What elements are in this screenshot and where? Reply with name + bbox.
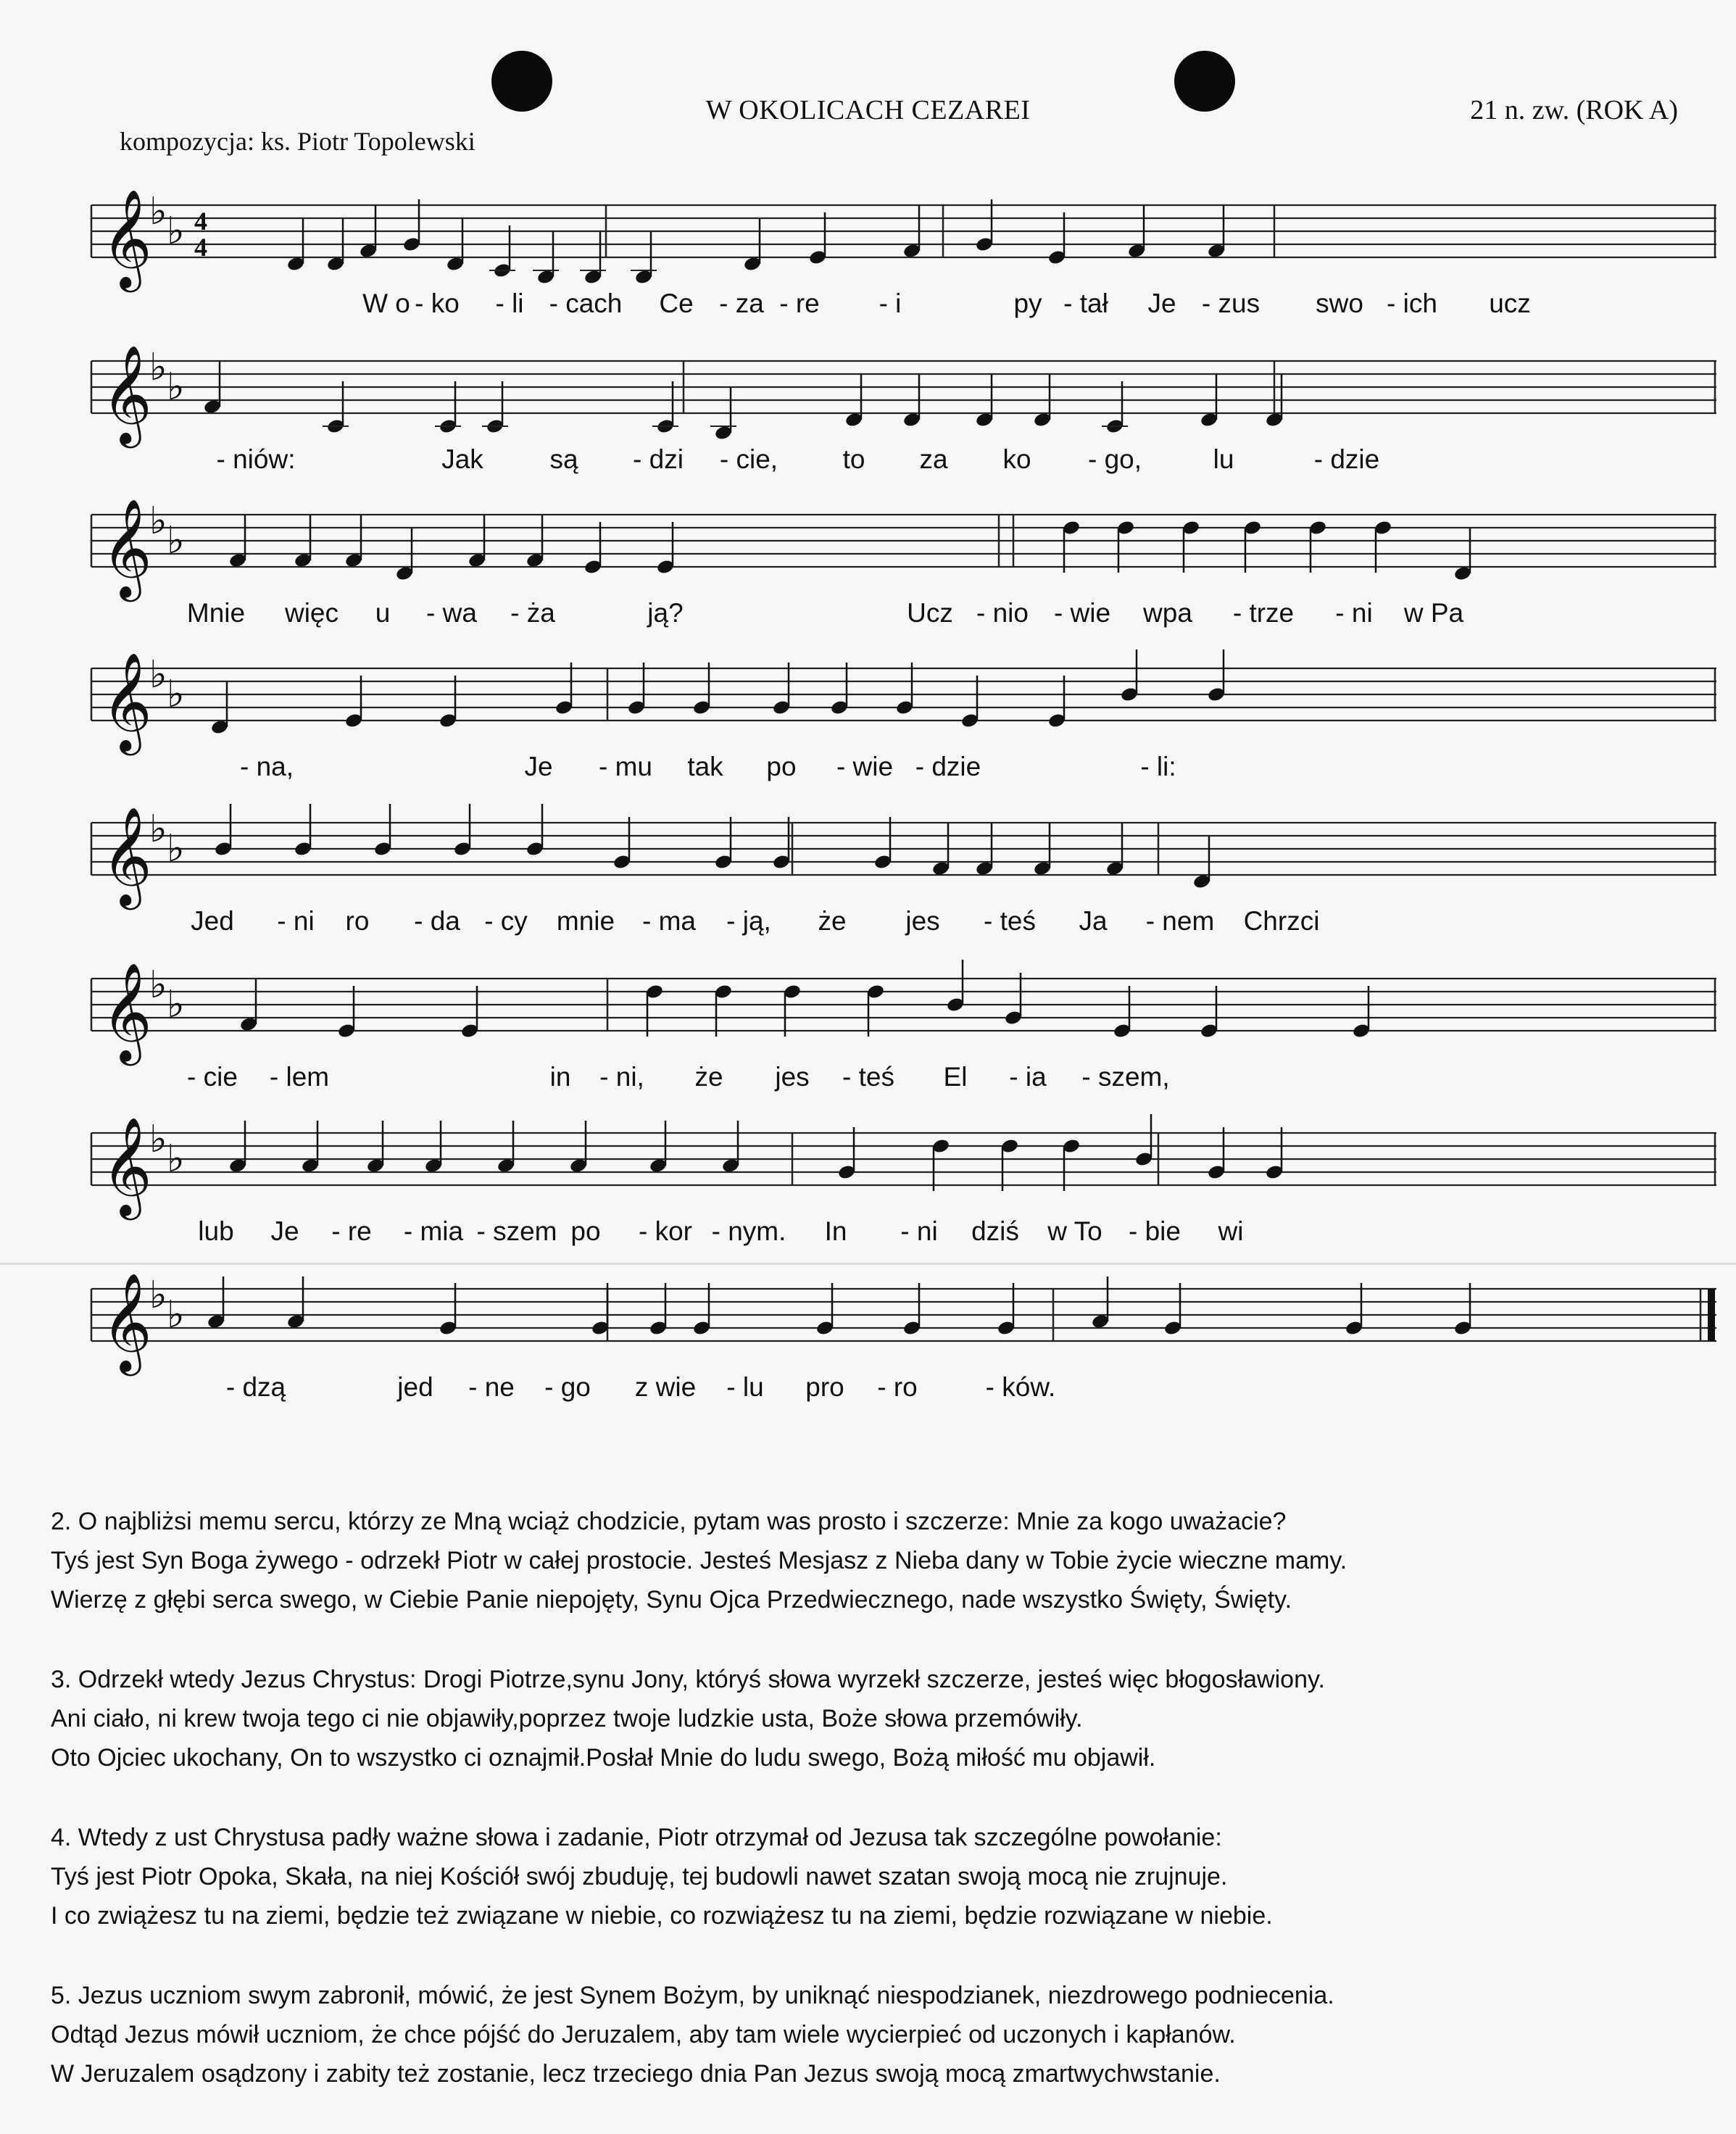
lyric-syllable: Ucz xyxy=(907,598,953,628)
lyric-syllable: to xyxy=(842,444,865,474)
flat-sign-icon: ♭ xyxy=(149,346,167,389)
lyric-syllable: tak xyxy=(687,752,723,781)
lyric-syllable: swo xyxy=(1316,288,1363,318)
lyric-syllable: - cie, xyxy=(719,444,778,474)
staff-svg xyxy=(86,639,1716,784)
lyric-syllable: - ni xyxy=(277,906,315,936)
staff-svg xyxy=(86,950,1716,1095)
lyric-syllable: in xyxy=(549,1062,571,1092)
flat-sign-icon: ♭ xyxy=(149,963,167,1007)
lyric-syllable: u xyxy=(375,598,391,628)
flat-sign-icon: ♭ xyxy=(167,519,185,562)
lyric-syllable: Mnie xyxy=(186,598,246,628)
verse-2 xyxy=(51,1502,1718,1619)
lyric-syllable: - ni xyxy=(1335,598,1373,628)
song-title: W OKOLICACH CEZAREI xyxy=(705,95,1031,125)
final-barline xyxy=(1708,1289,1715,1341)
lyric-syllable: - dzie xyxy=(1313,444,1380,474)
time-signature-bottom: 4 xyxy=(194,233,207,262)
flat-sign-icon: ♭ xyxy=(149,807,167,851)
lyric-syllable: - zus xyxy=(1201,288,1261,318)
lyric-syllable: lub xyxy=(198,1216,234,1246)
lyric-syllable: jed xyxy=(397,1372,433,1402)
lyric-syllable: ją? xyxy=(647,598,684,628)
lyric-syllable: po xyxy=(570,1216,601,1246)
lyric-syllable: - teś xyxy=(984,906,1036,936)
treble-clef-icon: 𝄞 xyxy=(101,805,152,905)
lyric-syllable: - li: xyxy=(1140,752,1176,781)
flat-sign-icon: ♭ xyxy=(149,1118,167,1161)
lyric-syllable: Chrzci xyxy=(1243,906,1320,936)
staff-svg xyxy=(86,794,1716,939)
lyric-syllable: że xyxy=(694,1062,723,1092)
lyric-syllable: - da xyxy=(414,906,460,936)
lyric-syllable: wpa xyxy=(1143,598,1192,628)
lyric-syllable: - dzi xyxy=(633,444,684,474)
lyric-syllable: - trze xyxy=(1232,598,1295,628)
lyric-syllable: Jed xyxy=(191,906,234,936)
lyric-syllable: - dzą xyxy=(225,1372,286,1402)
lyric-syllable: są xyxy=(549,444,578,474)
treble-clef-icon: 𝄞 xyxy=(101,961,152,1061)
lyric-syllable: - lem xyxy=(269,1062,330,1092)
lyric-syllable: - ko xyxy=(415,288,460,318)
lyric-syllable: - wie xyxy=(1053,598,1111,628)
staff-system-5 xyxy=(86,794,1716,939)
liturgical-occasion: 21 n. zw. (ROK A) xyxy=(1470,95,1678,125)
verse-line: Oto Ojciec ukochany, On to wszystko ci oznajmił.Posłał Mnie do ludu swego, Bożą miłość mu objawił. xyxy=(51,1744,1156,1772)
lyric-syllable: jes xyxy=(905,906,940,936)
time-signature-top: 4 xyxy=(194,207,207,236)
verse-line: Ani ciało, ni krew twoja tego ci nie objawiły,poprzez twoje ludzkie usta, Boże słowa przemówiły. xyxy=(51,1705,1083,1732)
lyric-syllable: więc xyxy=(284,598,339,628)
lyric-syllable: pro xyxy=(805,1372,844,1402)
lyric-syllable: ro xyxy=(345,906,370,936)
lyric-syllable: - ni, xyxy=(599,1062,644,1092)
verse-3 xyxy=(51,1660,1718,1777)
lyric-syllable: - nem xyxy=(1145,906,1215,936)
lyric-syllable: - i xyxy=(879,288,902,318)
lyric-syllable: - go, xyxy=(1087,444,1142,474)
verse-line: 3. Odrzekł wtedy Jezus Chrystus: Drogi Piotrze,synu Jony, któryś słowa wyrzekł szczerze, jesteś więc błogosławiony. xyxy=(51,1666,1325,1693)
lyric-syllable: mnie xyxy=(556,906,615,936)
lyric-syllable: - ża xyxy=(510,598,555,628)
paper-fold-line xyxy=(0,1263,1736,1265)
lyric-syllable: - mu xyxy=(599,752,652,781)
lyric-syllable: Ja xyxy=(1079,906,1108,936)
lyric-syllable: - ma xyxy=(642,906,696,936)
lyric-syllable: - kor xyxy=(639,1216,692,1246)
lyric-syllable: - li xyxy=(495,288,524,318)
lyric-syllable: - lu xyxy=(726,1372,764,1402)
staff-system-7 xyxy=(86,1104,1716,1249)
lyric-syllable: - szem xyxy=(476,1216,557,1246)
lyric-syllable: Je xyxy=(1147,288,1176,318)
lyric-syllable: za xyxy=(919,444,948,474)
lyric-syllable: - cach xyxy=(549,288,623,318)
treble-clef-icon: 𝄞 xyxy=(101,188,152,288)
lyric-syllable: Je xyxy=(270,1216,299,1246)
verse-line: I co zwiążesz tu na ziemi, będzie też związane w niebie, co rozwiążesz tu na ziemi, będzie rozwiązane w niebie. xyxy=(51,1902,1273,1930)
lyric-syllable: - nio xyxy=(976,598,1029,628)
verse-line: Tyś jest Syn Boga żywego - odrzekł Piotr w całej prostocie. Jesteś Mesjasz z Nieba dany w Tobie życie wieczne mamy. xyxy=(51,1547,1347,1574)
lyric-syllable: po xyxy=(766,752,797,781)
staff-system-1 xyxy=(86,176,1716,321)
staff-system-8 xyxy=(86,1260,1716,1405)
lyric-syllable: - mia xyxy=(403,1216,464,1246)
lyric-syllable: z wie xyxy=(634,1372,697,1402)
flat-sign-icon: ♭ xyxy=(167,673,185,716)
lyric-syllable: - bie xyxy=(1129,1216,1181,1246)
flat-sign-icon: ♭ xyxy=(167,365,185,409)
lyric-syllable: - cy xyxy=(484,906,528,936)
staff-system-2 xyxy=(86,332,1716,477)
flat-sign-icon: ♭ xyxy=(167,983,185,1026)
lyric-syllable: - niów: xyxy=(216,444,296,474)
flat-sign-icon: ♭ xyxy=(167,827,185,871)
composer-credit: kompozycja: ks. Piotr Topolewski xyxy=(120,127,475,156)
lyric-syllable: w Pa xyxy=(1403,598,1464,628)
staff-system-4 xyxy=(86,639,1716,784)
lyric-syllable: - ich xyxy=(1387,288,1437,318)
lyric-syllable: - go xyxy=(544,1372,591,1402)
treble-clef-icon: 𝄞 xyxy=(101,497,152,597)
lyric-syllable: jes xyxy=(775,1062,810,1092)
flat-sign-icon: ♭ xyxy=(167,209,185,253)
treble-clef-icon: 𝄞 xyxy=(101,651,152,751)
lyric-syllable: In xyxy=(824,1216,847,1246)
verse-line: 5. Jezus uczniom swym zabronił, mówić, że jest Synem Bożym, by uniknąć niespodzianek, niezdrowego podniecenia. xyxy=(51,1982,1334,2009)
lyric-syllable: - cie xyxy=(187,1062,238,1092)
lyric-syllable: Ce xyxy=(659,288,694,318)
flat-sign-icon: ♭ xyxy=(149,190,167,233)
lyric-syllable: - teś xyxy=(842,1062,894,1092)
lyric-syllable: - wie xyxy=(836,752,894,781)
treble-clef-icon: 𝄞 xyxy=(101,1116,152,1216)
lyric-syllable: - za xyxy=(719,288,764,318)
lyric-syllable: - ją, xyxy=(726,906,771,936)
lyric-syllable: - ni xyxy=(900,1216,938,1246)
staff-svg xyxy=(86,332,1716,477)
lyric-syllable: - ro xyxy=(877,1372,918,1402)
staff-system-6 xyxy=(86,950,1716,1095)
lyric-syllable: lu xyxy=(1213,444,1234,474)
lyric-syllable: - ne xyxy=(468,1372,515,1402)
staff-system-3 xyxy=(86,486,1716,631)
lyric-syllable: Jak xyxy=(441,444,483,474)
verse-4 xyxy=(51,1818,1718,1935)
verse-line: Tyś jest Piotr Opoka, Skała, na niej Kościół swój zbuduję, tej budowli nawet szatan swoją mocą nie zrujnuje. xyxy=(51,1863,1228,1890)
lyric-syllable: wi xyxy=(1218,1216,1244,1246)
flat-sign-icon: ♭ xyxy=(167,1293,185,1337)
verses-section xyxy=(51,1502,1718,2134)
verse-5 xyxy=(51,1976,1718,2093)
lyric-syllable: - szem, xyxy=(1081,1062,1170,1092)
lyric-syllable: ko xyxy=(1002,444,1031,474)
verse-line: W Jeruzalem osądzony i zabity też zostanie, lecz trzeciego dnia Pan Jezus swoją mocą zmartwychwstanie. xyxy=(51,2060,1221,2088)
lyric-syllable: Je xyxy=(524,752,553,781)
lyric-syllable: - na, xyxy=(239,752,294,781)
lyric-syllable: py xyxy=(1013,288,1042,318)
verse-line: 2. O najbliżsi memu sercu, którzy ze Mną wciąż chodzicie, pytam was prosto i szczerze: Mnie za kogo uważacie? xyxy=(51,1508,1287,1535)
flat-sign-icon: ♭ xyxy=(149,499,167,543)
flat-sign-icon: ♭ xyxy=(149,1274,167,1317)
flat-sign-icon: ♭ xyxy=(167,1137,185,1181)
lyric-syllable: - wa xyxy=(426,598,477,628)
lyric-syllable: - dzie xyxy=(915,752,981,781)
verse-line: Odtąd Jezus mówił uczniom, że chce pójść do Jeruzalem, aby tam wiele wycierpieć od uczonych i kapłanów. xyxy=(51,2021,1236,2048)
lyric-syllable: - re xyxy=(779,288,820,318)
verse-line: 4. Wtedy z ust Chrystusa padły ważne słowa i zadanie, Piotr otrzymał od Jezusa tak szczególne powołanie: xyxy=(51,1824,1222,1851)
lyric-syllable: - re xyxy=(331,1216,372,1246)
lyric-syllable: ucz xyxy=(1489,288,1531,318)
flat-sign-icon: ♭ xyxy=(149,653,167,697)
lyric-syllable: że xyxy=(818,906,847,936)
lyric-syllable: El xyxy=(943,1062,968,1092)
lyric-syllable: - tał xyxy=(1063,288,1108,318)
lyric-syllable: - nym. xyxy=(711,1216,786,1246)
lyric-syllable: W o xyxy=(362,288,410,318)
lyric-syllable: dziś xyxy=(971,1216,1019,1246)
lyric-syllable: w To xyxy=(1047,1216,1102,1246)
verse-line: Wierzę z głębi serca swego, w Ciebie Panie niepojęty, Synu Ojca Przedwiecznego, nade wszystko Święty, Święty. xyxy=(51,1586,1292,1614)
lyric-syllable: - ia xyxy=(1009,1062,1047,1092)
treble-clef-icon: 𝄞 xyxy=(101,344,152,444)
treble-clef-icon: 𝄞 xyxy=(101,1271,152,1371)
lyric-syllable: - ków. xyxy=(985,1372,1056,1402)
